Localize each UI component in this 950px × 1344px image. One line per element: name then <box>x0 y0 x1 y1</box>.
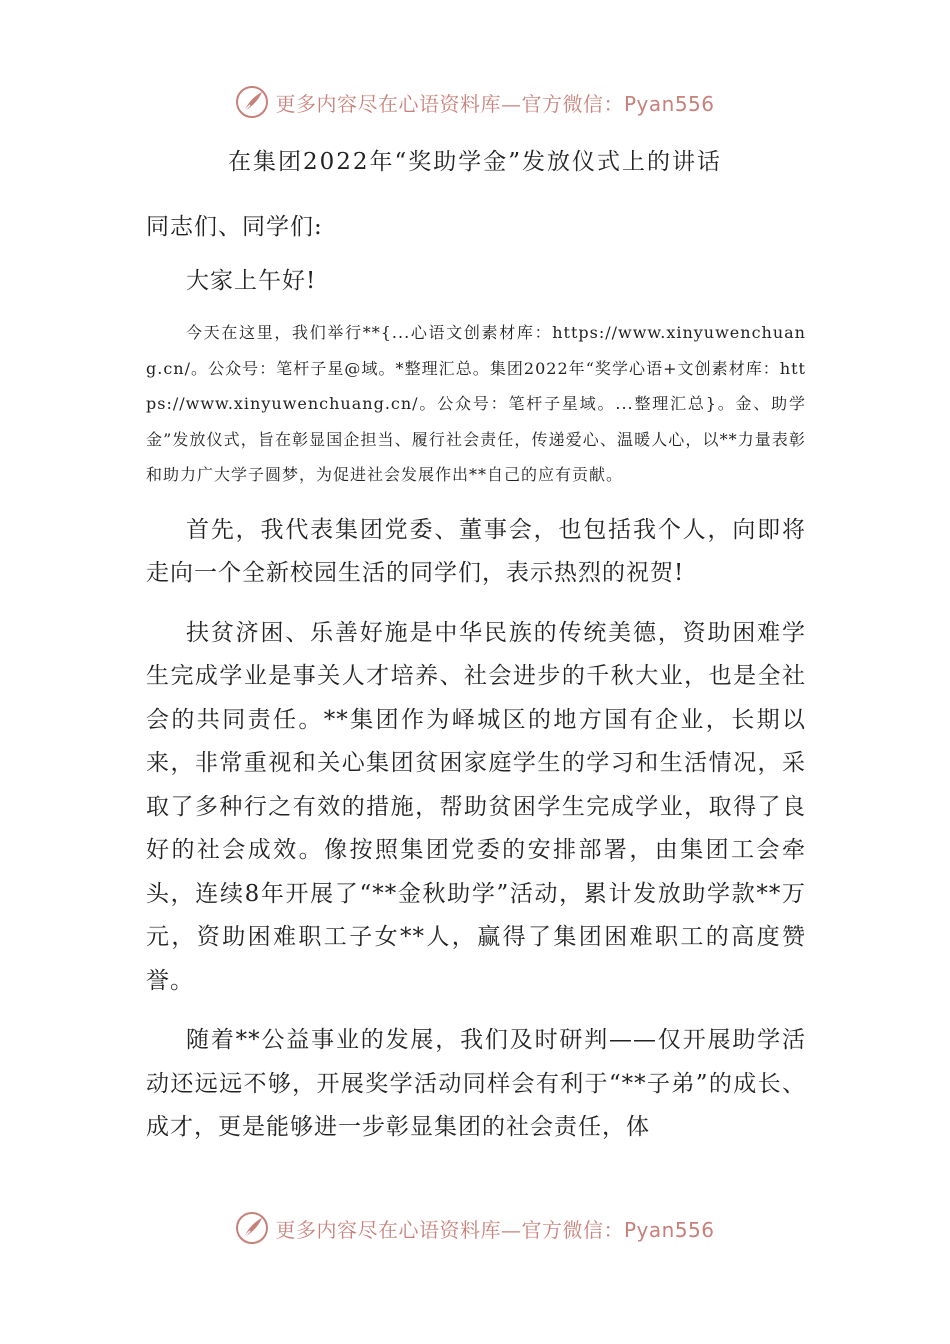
document-title: 在集团2022年“奖助学金”发放仪式上的讲话 <box>227 149 723 175</box>
paragraph-background: 扶贫济困、乐善好施是中华民族的传统美德，资助困难学生完成学业是事关人才培养、社会进步的千秋大业，也是全社会的共同责任。**集团作为峄城区的地方国有企业，长期以来，非常重视和关心集团贫困家庭学生的学习和生活情况，采取了多种行之有效的措施，帮助贫困学生完成学业，取得了良好的社会成效。像按照集团党委的安排部署，由集团工会牵头，连续8年开展了“**金秋助学”活动，累计发放助学款**万元，资助困难职工子女**人，赢得了集团困难职工的高度赞誉。 <box>146 619 806 994</box>
paragraph-congrats: 首先，我代表集团党委、董事会，也包括我个人，向即将走向一个全新校园生活的同学们，表示热烈的祝贺! <box>146 516 806 586</box>
quill-logo-icon <box>235 1211 269 1245</box>
greeting: 大家上午好! <box>186 268 317 294</box>
quill-logo-icon <box>235 85 269 119</box>
salutation: 同志们、同学们: <box>146 214 323 240</box>
document-body <box>146 205 806 1150</box>
paragraph-development: 随着**公益事业的发展，我们及时研判——仅开展助学活动还远远不够，开展奖学活动同样会有利于“**子弟”的成长、成才，更是能够进一步彰显集团的社会责任，体 <box>146 1027 806 1140</box>
watermark-text: 更多内容尽在心语资料库—官方微信：Pyan556 <box>275 1217 715 1242</box>
paragraph-intro: 今天在这里，我们举行**{...心语文创素材库：https://www.xinyuwenchuang.cn/。公众号：笔杆子星@域。*整理汇总。集团2022年“奖学心语+文创素材库：https://www.xinyuwenchuang.cn/。公众号：笔杆子星域。...整理汇总}。金、助学金”发放仪式，旨在彰显国企担当、履行社会责任，传递爱心、温暖人心，以**力量表彰和助力广大学子圆梦，为促进社会发展作出**自己的应有贡献。 <box>146 323 806 484</box>
watermark-text: 更多内容尽在心语资料库—官方微信：Pyan556 <box>275 91 715 116</box>
watermark-header <box>0 82 950 122</box>
watermark-footer <box>0 1208 950 1248</box>
